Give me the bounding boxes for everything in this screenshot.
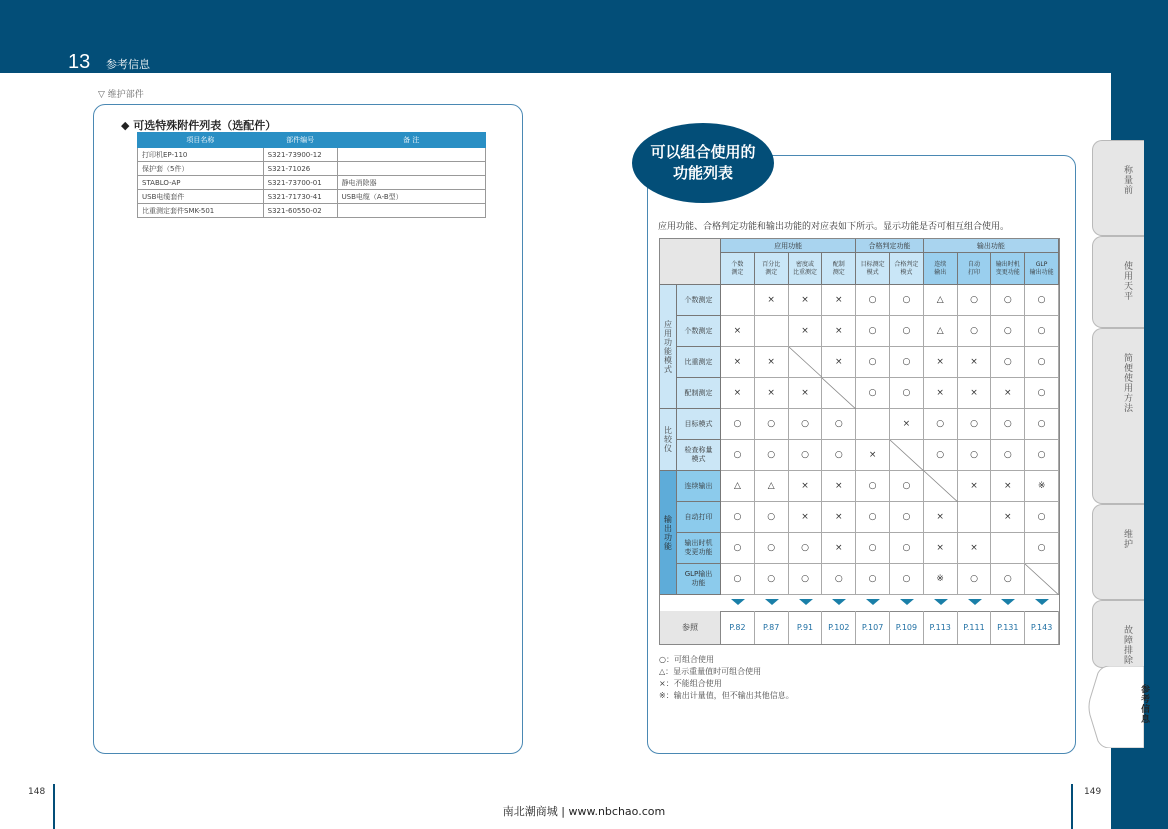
matrix-cell: × <box>755 347 789 378</box>
matrix-cell: ○ <box>890 502 924 533</box>
label-line: 自动 <box>967 260 980 268</box>
chapter-tab-active[interactable] <box>1088 666 1144 748</box>
label-line: 输出功能 <box>1029 268 1054 276</box>
matrix-cell: × <box>789 316 823 347</box>
column-header <box>789 253 823 285</box>
down-arrow-icon <box>900 599 914 605</box>
diagonal-slash <box>924 471 958 502</box>
chapter-tab-label: 使用天平 <box>1122 261 1132 301</box>
label-line: 个数测定 <box>684 326 713 335</box>
functions-title-line1: 可以组合使用的 <box>650 143 756 161</box>
matrix-cell: × <box>721 347 755 378</box>
matrix-cell: × <box>991 471 1025 502</box>
accessories-table <box>137 132 486 218</box>
matrix-cell: ○ <box>856 502 890 533</box>
matrix-cell: ○ <box>721 533 755 564</box>
matrix-cell: × <box>822 316 856 347</box>
matrix-cell: ○ <box>789 409 823 440</box>
item-name: STABLO-AP <box>138 176 264 190</box>
row-label <box>677 440 721 471</box>
chapter-tab-label: 维护 <box>1122 529 1132 549</box>
matrix-cell: ○ <box>958 316 992 347</box>
page-number-right: 149 <box>1084 787 1102 797</box>
column-header <box>755 253 789 285</box>
item-name: 保护套（5件） <box>138 162 264 176</box>
page-number-left: 148 <box>28 787 46 797</box>
diagonal-slash <box>1025 564 1059 595</box>
matrix-cell: ○ <box>1025 285 1059 316</box>
column-group-header: 应用功能 <box>721 239 856 253</box>
label-line: 目标模式 <box>684 419 713 428</box>
matrix-cell: ○ <box>890 316 924 347</box>
accessories-title: ◆ 可选特殊附件列表（选配件） <box>121 119 277 132</box>
row-group-header: 输出功能 <box>660 471 677 595</box>
matrix-cell: ○ <box>924 440 958 471</box>
matrix-cell: △ <box>924 285 958 316</box>
label-line: 变更功能 <box>684 548 713 556</box>
functions-title-line2: 功能列表 <box>672 164 733 182</box>
legend-item: △：显示重量值时可组合使用 <box>659 667 762 676</box>
matrix-cell: × <box>958 533 992 564</box>
matrix-cell: ○ <box>856 533 890 564</box>
chapter-tab[interactable] <box>1092 600 1144 668</box>
row-group-header: 应用功能模式 <box>660 285 677 409</box>
matrix-cell: ○ <box>789 533 823 564</box>
matrix-cell: ○ <box>890 285 924 316</box>
col-header-remarks: 备 注 <box>337 133 485 148</box>
matrix-cell: ○ <box>958 564 992 595</box>
label-line: 配制测定 <box>684 388 713 397</box>
label-line: 自动打印 <box>684 512 713 521</box>
matrix-cell <box>991 533 1025 564</box>
label-line: 配制 <box>832 260 845 268</box>
diagonal-cell <box>822 378 856 409</box>
column-header <box>924 253 958 285</box>
column-header <box>721 253 755 285</box>
label-line: 输出时机 <box>684 539 713 547</box>
table-row <box>138 190 486 204</box>
matrix-cell: ○ <box>1025 502 1059 533</box>
legend-item: ※：输出计量值，但不输出其他信息。 <box>659 691 794 700</box>
reference-page: P.91 <box>789 611 823 644</box>
matrix-cell <box>856 409 890 440</box>
matrix-cell: × <box>958 378 992 409</box>
column-header <box>822 253 856 285</box>
chapter-tab[interactable] <box>1092 328 1144 504</box>
column-header <box>991 253 1025 285</box>
matrix-cell: ○ <box>890 564 924 595</box>
matrix-cell: ○ <box>721 409 755 440</box>
label-line: 变更功能 <box>995 268 1020 276</box>
label-line: 合格判定 <box>894 260 919 268</box>
label-line: 检查称量 <box>684 446 713 454</box>
chapter-tab-label: 简便使用方法 <box>1122 353 1132 413</box>
chapter-tab-label: 称量前 <box>1122 165 1132 195</box>
diagonal-cell <box>789 347 823 378</box>
matrix-cell: × <box>721 378 755 409</box>
top-banner <box>0 0 1168 72</box>
remarks <box>337 148 485 162</box>
row-label <box>677 347 721 378</box>
label-line: 目标测定 <box>860 260 885 268</box>
matrix-cell: × <box>822 502 856 533</box>
matrix-cell: × <box>822 533 856 564</box>
matrix-cell: ○ <box>789 564 823 595</box>
matrix-cell: ○ <box>890 533 924 564</box>
down-arrow-icon <box>731 599 745 605</box>
matrix-cell: ○ <box>856 471 890 502</box>
matrix-cell: ○ <box>755 533 789 564</box>
column-header <box>958 253 992 285</box>
label-line: 百分比 <box>762 260 781 268</box>
reference-page: P.143 <box>1025 611 1059 644</box>
table-row <box>138 176 486 190</box>
matrix-cell: ○ <box>721 564 755 595</box>
matrix-cell: × <box>924 378 958 409</box>
label-line: 连续输出 <box>684 481 713 490</box>
part-number: S321-73700-01 <box>263 176 337 190</box>
matrix-cell: ○ <box>1025 533 1059 564</box>
matrix-cell: ○ <box>958 285 992 316</box>
reference-page: P.82 <box>721 611 755 644</box>
matrix-cell: ○ <box>822 409 856 440</box>
down-arrow-icon <box>765 599 779 605</box>
matrix-cell: ○ <box>1025 409 1059 440</box>
matrix-cell: ○ <box>958 440 992 471</box>
matrix-cell: ○ <box>1025 347 1059 378</box>
matrix-cell: × <box>822 471 856 502</box>
chapter-tab-label: 故障排除 <box>1122 625 1132 665</box>
diagonal-cell <box>890 440 924 471</box>
label-line: 个数测定 <box>684 295 713 304</box>
matrix-cell: × <box>755 378 789 409</box>
chapter-tab-label: 参考信息 <box>1139 684 1149 724</box>
row-label <box>677 471 721 502</box>
remarks <box>337 162 485 176</box>
label-line: 连续 <box>934 260 947 268</box>
down-arrow-icon <box>1001 599 1015 605</box>
column-group-header: 合格判定功能 <box>856 239 924 253</box>
matrix-cell: ○ <box>991 347 1025 378</box>
matrix-cell: ※ <box>1025 471 1059 502</box>
matrix-cell: × <box>958 471 992 502</box>
remarks <box>337 204 485 218</box>
chapter-tab[interactable] <box>1092 236 1144 328</box>
matrix-cell: ○ <box>755 440 789 471</box>
matrix-cell <box>958 502 992 533</box>
matrix-cell: × <box>789 502 823 533</box>
part-number: S321-60550-02 <box>263 204 337 218</box>
matrix-cell: ○ <box>721 502 755 533</box>
chapter-tab[interactable] <box>1092 140 1144 236</box>
matrix-cell: ○ <box>755 502 789 533</box>
label-line: 测定 <box>765 268 778 276</box>
matrix-cell: ○ <box>822 564 856 595</box>
active-tab-shape <box>1088 666 1144 748</box>
label-line: 模式 <box>866 268 879 276</box>
reference-label: 参照 <box>660 611 721 644</box>
matrix-cell: △ <box>924 316 958 347</box>
matrix-cell: × <box>822 347 856 378</box>
matrix-cell: × <box>789 285 823 316</box>
diagonal-slash <box>890 440 924 471</box>
row-group-header: 比较仪 <box>660 409 677 471</box>
label-line: 密度或 <box>795 260 814 268</box>
matrix-cell <box>755 316 789 347</box>
chapter-number: 13 <box>68 51 91 73</box>
matrix-cell: × <box>890 409 924 440</box>
matrix-cell: × <box>958 347 992 378</box>
table-row <box>138 148 486 162</box>
matrix-cell: × <box>924 502 958 533</box>
matrix-cell: ○ <box>1025 440 1059 471</box>
matrix-cell <box>721 285 755 316</box>
row-label <box>677 533 721 564</box>
matrix-cell: × <box>789 378 823 409</box>
column-header <box>890 253 924 285</box>
down-arrow-icon <box>832 599 846 605</box>
col-header-part-number: 部件编号 <box>263 133 337 148</box>
footer-credit: 南北潮商城 | www.nbchao.com <box>502 805 666 818</box>
matrix-cell: × <box>856 440 890 471</box>
matrix-cell: ○ <box>991 409 1025 440</box>
remarks: USB电缆（A-B型） <box>337 190 485 204</box>
matrix-cell: × <box>721 316 755 347</box>
label-line: 比重测定 <box>684 357 713 366</box>
chapter-title: 参考信息 <box>106 58 150 71</box>
reference-page: P.111 <box>958 611 992 644</box>
reference-page: P.109 <box>890 611 924 644</box>
table-row <box>138 204 486 218</box>
matrix-cell: ○ <box>991 316 1025 347</box>
matrix-cell: ○ <box>856 285 890 316</box>
reference-page: P.87 <box>755 611 789 644</box>
item-name: 比重测定套件SMK-501 <box>138 204 264 218</box>
reference-page: P.113 <box>924 611 958 644</box>
label-line: 输出 <box>934 268 947 276</box>
label-line: GLP <box>1035 260 1048 268</box>
down-arrow-icon <box>866 599 880 605</box>
label-line: GLP输出 <box>684 570 713 578</box>
row-label <box>677 378 721 409</box>
matrix-cell: × <box>789 471 823 502</box>
label-line: 功能 <box>691 579 706 587</box>
legend-item: ×：不能组合使用 <box>659 679 722 688</box>
function-compatibility-table <box>659 238 1060 645</box>
matrix-cell: ○ <box>856 378 890 409</box>
chapter-tab[interactable] <box>1092 504 1144 600</box>
matrix-cell: ○ <box>991 440 1025 471</box>
matrix-cell: ○ <box>789 440 823 471</box>
matrix-cell: ○ <box>1025 378 1059 409</box>
item-name: 打印机EP-110 <box>138 148 264 162</box>
row-label <box>677 285 721 316</box>
matrix-cell: ○ <box>890 378 924 409</box>
matrix-cell: × <box>924 347 958 378</box>
column-header <box>1025 253 1059 285</box>
matrix-cell: ○ <box>755 564 789 595</box>
remarks: 静电消除器 <box>337 176 485 190</box>
label-line: 测定 <box>731 268 744 276</box>
matrix-cell: △ <box>755 471 789 502</box>
label-line: 模式 <box>900 268 913 276</box>
part-number: S321-71730-41 <box>263 190 337 204</box>
matrix-cell: ○ <box>822 440 856 471</box>
part-number: S321-71026 <box>263 162 337 176</box>
label-line: 测定 <box>832 268 845 276</box>
down-arrow-icon <box>968 599 982 605</box>
matrix-cell: × <box>755 285 789 316</box>
row-label <box>677 316 721 347</box>
down-arrow-icon <box>799 599 813 605</box>
diagonal-slash <box>789 347 823 378</box>
diagonal-slash <box>822 378 856 409</box>
label-line: 输出时机 <box>995 260 1020 268</box>
reference-page: P.102 <box>822 611 856 644</box>
reference-page: P.107 <box>856 611 890 644</box>
down-arrow-icon <box>1035 599 1049 605</box>
row-label <box>677 409 721 440</box>
section-label: ▽ 维护部件 <box>98 90 144 100</box>
matrix-cell: ○ <box>890 471 924 502</box>
functions-title-badge <box>632 123 774 203</box>
row-label <box>677 564 721 595</box>
matrix-cell: ○ <box>755 409 789 440</box>
matrix-cell: × <box>991 378 1025 409</box>
matrix-cell: ○ <box>856 347 890 378</box>
label-line: 打印 <box>967 268 980 276</box>
part-number: S321-73900-12 <box>263 148 337 162</box>
matrix-cell: △ <box>721 471 755 502</box>
matrix-cell: ○ <box>890 347 924 378</box>
matrix-cell: ○ <box>991 285 1025 316</box>
col-header-item: 项目名称 <box>138 133 264 148</box>
column-group-header: 输出功能 <box>924 239 1059 253</box>
matrix-cell: ※ <box>924 564 958 595</box>
row-label <box>677 502 721 533</box>
matrix-cell: ○ <box>721 440 755 471</box>
label-line: 模式 <box>691 455 706 463</box>
label-line: 个数 <box>731 260 744 268</box>
diagonal-cell <box>1025 564 1059 595</box>
matrix-cell: × <box>822 285 856 316</box>
legend-item: ○：可组合使用 <box>659 655 714 664</box>
matrix-cell: ○ <box>958 409 992 440</box>
label-line: 比重测定 <box>792 268 817 276</box>
down-arrow-icon <box>934 599 948 605</box>
matrix-cell: × <box>991 502 1025 533</box>
matrix-cell: ○ <box>1025 316 1059 347</box>
matrix-cell: ○ <box>856 316 890 347</box>
table-corner <box>660 239 721 285</box>
matrix-cell: × <box>924 533 958 564</box>
header-rule <box>0 72 1111 73</box>
reference-page: P.131 <box>991 611 1025 644</box>
item-name: USB电缆套件 <box>138 190 264 204</box>
column-header <box>856 253 890 285</box>
matrix-cell: ○ <box>856 564 890 595</box>
matrix-cell: ○ <box>924 409 958 440</box>
table-row <box>138 162 486 176</box>
matrix-cell: ○ <box>991 564 1025 595</box>
functions-description: 应用功能、合格判定功能和输出功能的对应表如下所示。显示功能是否可相互组合使用。 <box>658 222 1010 232</box>
diagonal-cell <box>924 471 958 502</box>
